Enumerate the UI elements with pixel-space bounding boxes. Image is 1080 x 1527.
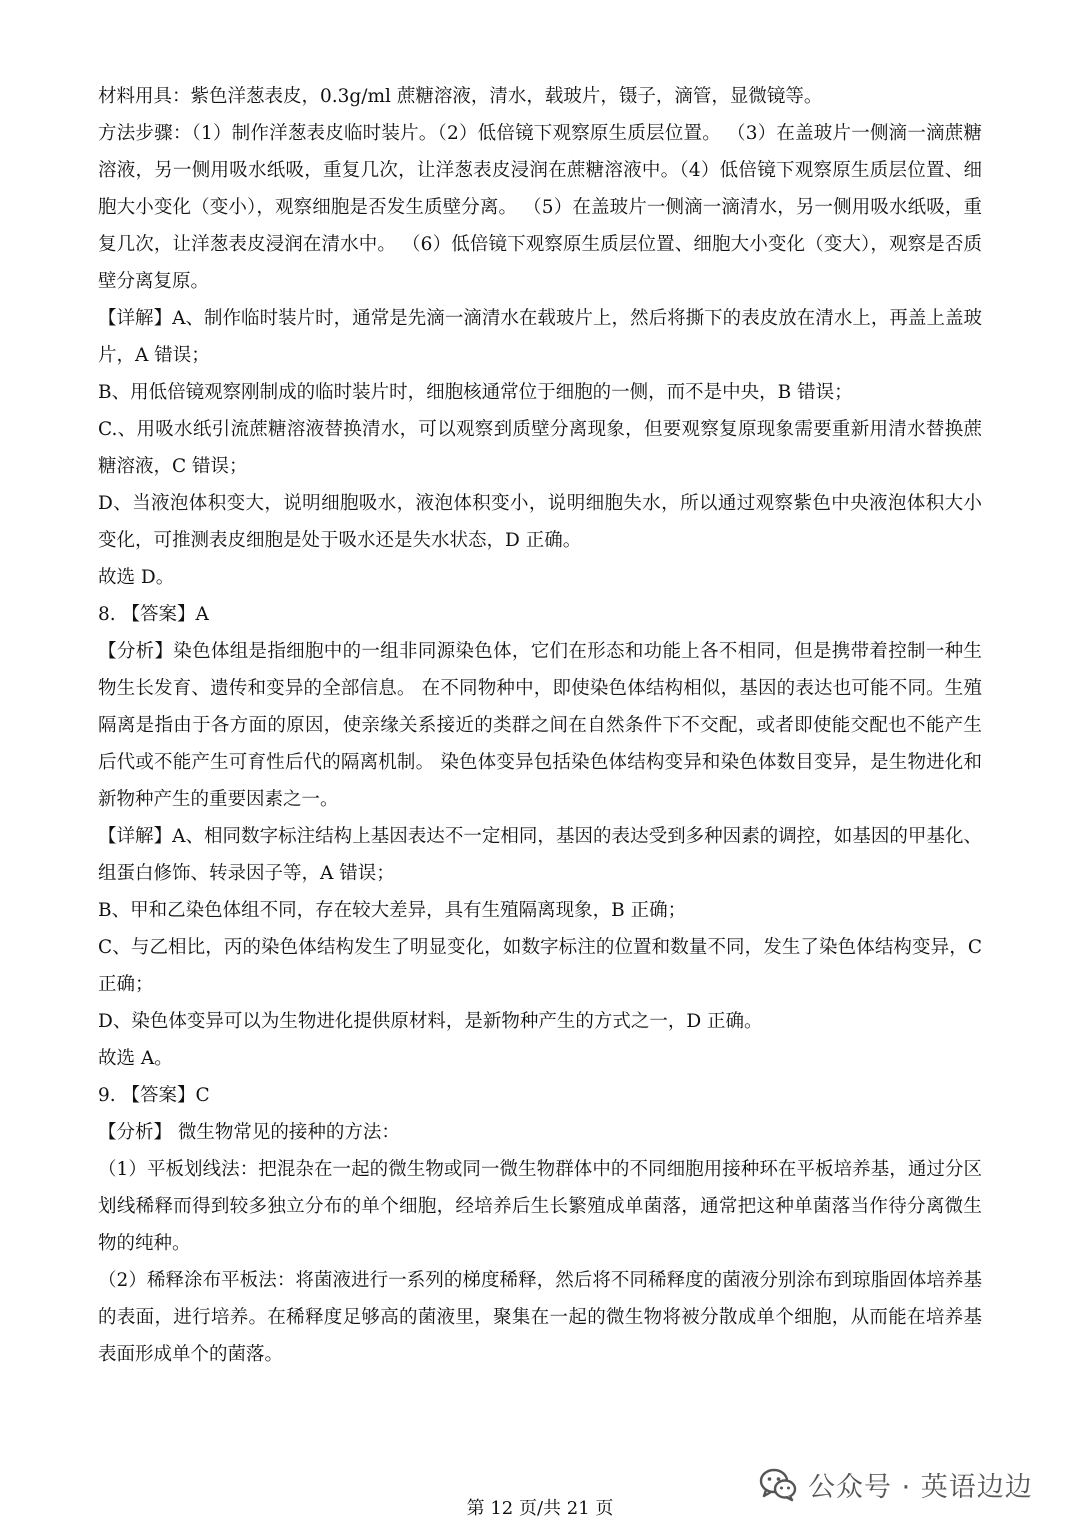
- paragraph-q8-choice: 故选 A。: [98, 1048, 173, 1069]
- paragraph-q7-detail-b: B、用低倍镜观察刚制成的临时装片时，细胞核通常位于细胞的一侧，而不是中央，B 错误；: [98, 382, 853, 403]
- paragraph-materials: 材料用具：紫色洋葱表皮，0.3g/ml 蔗糖溶液，清水，载玻片，镊子，滴管，显微镜等。: [98, 86, 823, 107]
- paragraph-q8-detail-c: C、与乙相比，丙的染色体结构发生了明显变化，如数字标注的位置和数量不同，发生了染色体结构变异，C 正确；: [98, 937, 982, 995]
- paragraph-q9-answer: 9. 【答案】C: [98, 1085, 210, 1106]
- document-body: [98, 78, 982, 1373]
- paragraph-q8-analysis: 【分析】染色体组是指细胞中的一组非同源染色体，它们在形态和功能上各不相同，但是携带着控制一种生物生长发育、遗传和变异的全部信息。 在不同物种中，即使染色体结构相似，基因的表达也可能不同。生殖隔离是指由于各方面的原因，使亲缘关系接近的类群之间在自然条件下不交配，或者即使能交配也不能产生后代或不能产生可育性后代的隔离机制。 染色体变异包括染色体结构变异和染色体数目变异，是生物进化和新物种产生的重要因素之一。: [98, 641, 982, 810]
- paragraph-q9-streak-plate: （1）平板划线法：把混杂在一起的微生物或同一微生物群体中的不同细胞用接种环在平板培养基，通过分区划线稀释而得到较多独立分布的单个细胞，经培养后生长繁殖成单菌落，通常把这种单菌落当作待分离微生物的纯种。: [98, 1159, 982, 1254]
- paragraph-q8-detail-b: B、甲和乙染色体组不同，存在较大差异，具有生殖隔离现象，B 正确；: [98, 900, 687, 921]
- paragraph-q8-answer: 8. 【答案】A: [98, 604, 209, 625]
- paragraph-method-steps: 方法步骤：（1）制作洋葱表皮临时装片。（2）低倍镜下观察原生质层位置。 （3）在盖玻片一侧滴一滴蔗糖溶液，另一侧用吸水纸吸，重复几次，让洋葱表皮浸润在蔗糖溶液中。（4）低倍镜下观察原生质层位置、细胞大小变化（变小），观察细胞是否发生质壁分离。 （5）在盖玻片一侧滴一滴清水，另一侧用吸水纸吸，重复几次，让洋葱表皮浸润在清水中。 （6）低倍镜下观察原生质层位置、细胞大小变化（变大），观察是否质壁分离复原。: [98, 123, 982, 292]
- watermark-text: 公众号 · 英语边边: [808, 1471, 1033, 1503]
- paragraph-q7-choice: 故选 D。: [98, 567, 175, 588]
- paragraph-q9-analysis: 【分析】 微生物常见的接种的方法：: [98, 1122, 400, 1143]
- page-footer: [0, 1494, 1080, 1520]
- paragraph-q7-detail-c: C.、用吸水纸引流蔗糖溶液替换清水，可以观察到质壁分离现象，但要观察复原现象需要重新用清水替换蔗糖溶液，C 错误；: [98, 419, 982, 477]
- paragraph-q8-detail-d: D、染色体变异可以为生物进化提供原材料，是新物种产生的方式之一，D 正确。: [98, 1011, 763, 1032]
- paragraph-q7-detail-a: 【详解】A、制作临时装片时，通常是先滴一滴清水在载玻片上，然后将撕下的表皮放在清水上，再盖上盖玻片，A 错误；: [98, 308, 982, 366]
- paragraph-q7-detail-d: D、当液泡体积变大，说明细胞吸水，液泡体积变小，说明细胞失水，所以通过观察紫色中央液泡体积大小变化，可推测表皮细胞是处于吸水还是失水状态，D 正确。: [98, 493, 982, 551]
- paragraph-q8-detail-a: 【详解】A、相同数字标注结构上基因表达不一定相同，基因的表达受到多种因素的调控，如基因的甲基化、组蛋白修饰、转录因子等，A 错误；: [98, 826, 982, 884]
- paragraph-q9-spread-plate: （2）稀释涂布平板法：将菌液进行一系列的梯度稀释，然后将不同稀释度的菌液分别涂布到琼脂固体培养基的表面，进行培养。在稀释度足够高的菌液里，聚集在一起的微生物将被分散成单个细胞，从而能在培养基表面形成单个的菌落。: [98, 1270, 982, 1365]
- page-number: 第 12 页/共 21 页: [466, 1498, 614, 1519]
